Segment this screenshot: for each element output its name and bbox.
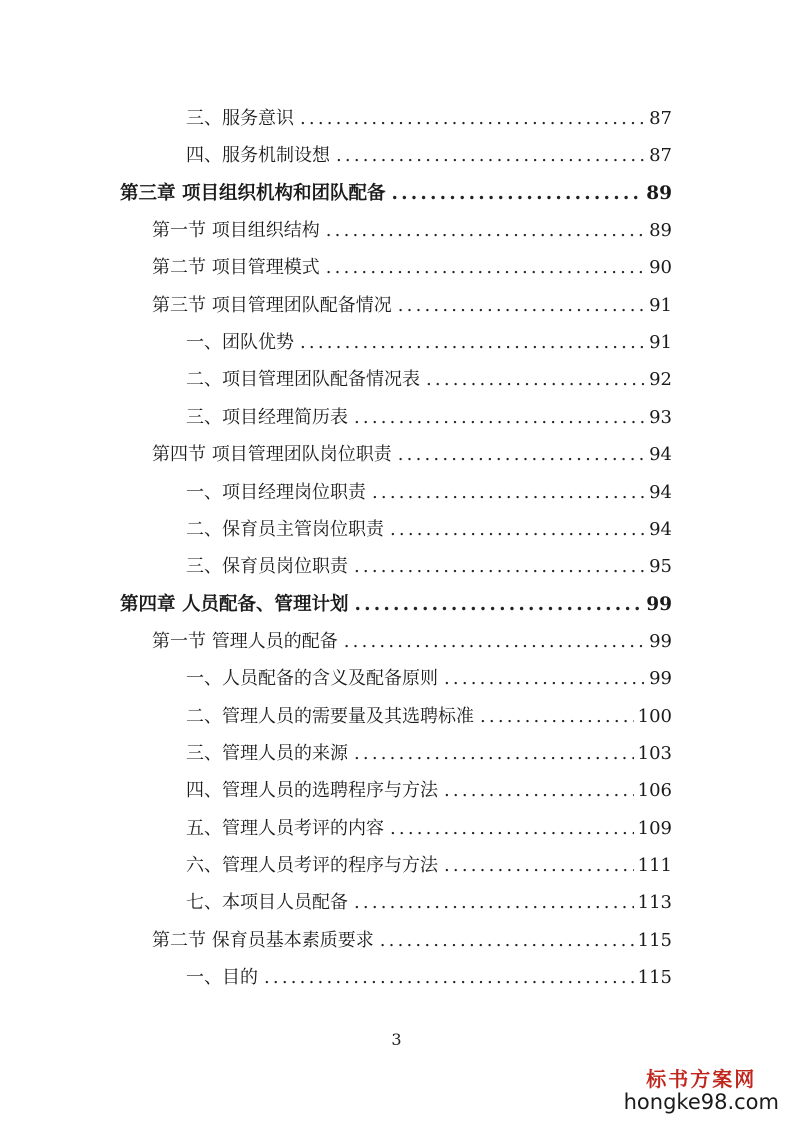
toc-entry-page: 99 [649,630,672,652]
toc-leader-dots [354,590,642,620]
toc-subsection[interactable] [186,776,672,806]
toc-subsection[interactable] [186,552,672,582]
toc-entry-label: 第四节 项目管理团队岗位职责 [152,444,392,466]
toc-entry-label: 一、目的 [186,967,258,989]
toc-leader-dots [264,963,634,993]
toc-leader-dots [391,179,642,209]
toc-entry-label: 一、人员配备的含义及配备原则 [186,668,438,690]
toc-entry-label: 七、本项目人员配备 [186,892,348,914]
toc-leader-dots [300,104,644,134]
toc-entry-label: 四、管理人员的选聘程序与方法 [186,780,438,802]
toc-entry-page: 109 [637,817,672,839]
toc-subsection[interactable] [186,104,672,134]
toc-entry-page: 89 [646,182,672,204]
toc-entry-label: 第一节 项目组织结构 [152,220,320,242]
toc-chapter[interactable] [120,179,672,209]
toc-subsection[interactable] [186,478,672,508]
page-number: 3 [391,1030,402,1049]
toc-entry-page: 99 [646,593,672,615]
toc-section[interactable] [152,627,672,657]
toc-entry-page: 91 [649,294,672,316]
toc-section[interactable] [152,926,672,956]
toc-subsection[interactable] [186,888,672,918]
toc-entry-page: 94 [649,444,672,466]
toc-section[interactable] [152,253,672,283]
toc-entry-page: 87 [649,145,672,167]
toc-entry-page: 113 [637,892,672,914]
toc-leader-dots [344,627,644,657]
toc-entry-page: 95 [649,556,672,578]
toc-entry-label: 一、项目经理岗位职责 [186,481,366,503]
toc-entry-page: 103 [637,742,672,764]
toc-leader-dots [300,328,644,358]
toc-entry-label: 一、团队优势 [186,332,294,354]
toc-leader-dots [398,440,644,470]
toc-leader-dots [354,739,634,769]
toc-entry-page: 115 [637,967,672,989]
toc-leader-dots [372,478,644,508]
toc-leader-dots [326,216,644,246]
toc-leader-dots [390,515,644,545]
toc-leader-dots [398,291,644,321]
toc-subsection[interactable] [186,814,672,844]
toc-subsection[interactable] [186,328,672,358]
toc-entry-page: 94 [649,481,672,503]
toc-subsection[interactable] [186,365,672,395]
toc-entry-label: 二、项目管理团队配备情况表 [186,369,420,391]
toc-chapter[interactable] [120,590,672,620]
toc-entry-label: 第三章 项目组织机构和团队配备 [120,182,386,204]
toc-entry-label: 三、项目经理简历表 [186,406,348,428]
toc-leader-dots [354,403,644,433]
toc-entry-page: 90 [649,257,672,279]
toc-subsection[interactable] [186,963,672,993]
toc-entry-label: 二、管理人员的需要量及其选聘标准 [186,705,474,727]
toc-leader-dots [380,926,634,956]
watermark-url: hongke98.com [623,1090,779,1114]
toc-entry-page: 91 [649,332,672,354]
toc-entry-page: 89 [649,220,672,242]
toc-entry-page: 99 [649,668,672,690]
toc-entry-label: 六、管理人员考评的程序与方法 [186,855,438,876]
toc-entry-page: 111 [637,855,672,876]
toc-leader-dots [444,776,634,806]
toc-section[interactable] [152,440,672,470]
toc-entry-page: 106 [637,780,672,802]
toc-leader-dots [444,664,644,694]
toc-section[interactable] [152,216,672,246]
toc-leader-dots [336,141,644,171]
toc-leader-dots [426,365,644,395]
toc-leader-dots [480,702,634,732]
toc-entry-page: 92 [649,369,672,391]
toc-subsection[interactable] [186,664,672,694]
toc-entry-label: 三、保育员岗位职责 [186,556,348,578]
toc-leader-dots [444,851,634,881]
toc-subsection[interactable] [186,702,672,732]
toc-entry-label: 二、保育员主管岗位职责 [186,518,384,540]
toc-entry-page: 94 [649,518,672,540]
toc-entry-page: 115 [637,929,672,951]
toc-subsection[interactable] [186,515,672,545]
toc-subsection[interactable] [186,851,672,881]
toc-subsection[interactable] [186,739,672,769]
toc-section[interactable] [152,291,672,321]
watermark [624,1063,779,1114]
toc-entry-label: 三、管理人员的来源 [186,742,348,764]
toc-entry-label: 第四章 人员配备、管理计划 [120,593,349,615]
toc-entry-label: 五、管理人员考评的内容 [186,817,384,839]
toc-leader-dots [390,814,634,844]
toc-entry-label: 三、服务意识 [186,108,294,129]
toc-entry-label: 第一节 管理人员的配备 [152,630,338,652]
toc-entry-label: 第二节 项目管理模式 [152,257,320,279]
toc-leader-dots [354,552,644,582]
toc-entry-label: 第三节 项目管理团队配备情况 [152,294,392,316]
toc-subsection[interactable] [186,141,672,171]
toc-entry-label: 四、服务机制设想 [186,145,330,167]
toc-entry-page: 87 [649,108,672,129]
toc-entry-label: 第二节 保育员基本素质要求 [152,929,374,951]
watermark-brand: 标书方案网 [646,1067,757,1091]
toc-leader-dots [354,888,634,918]
toc-entry-page: 93 [649,406,672,428]
toc-subsection[interactable] [186,403,672,433]
toc-leader-dots [326,253,644,283]
toc-entry-page: 100 [637,705,672,727]
